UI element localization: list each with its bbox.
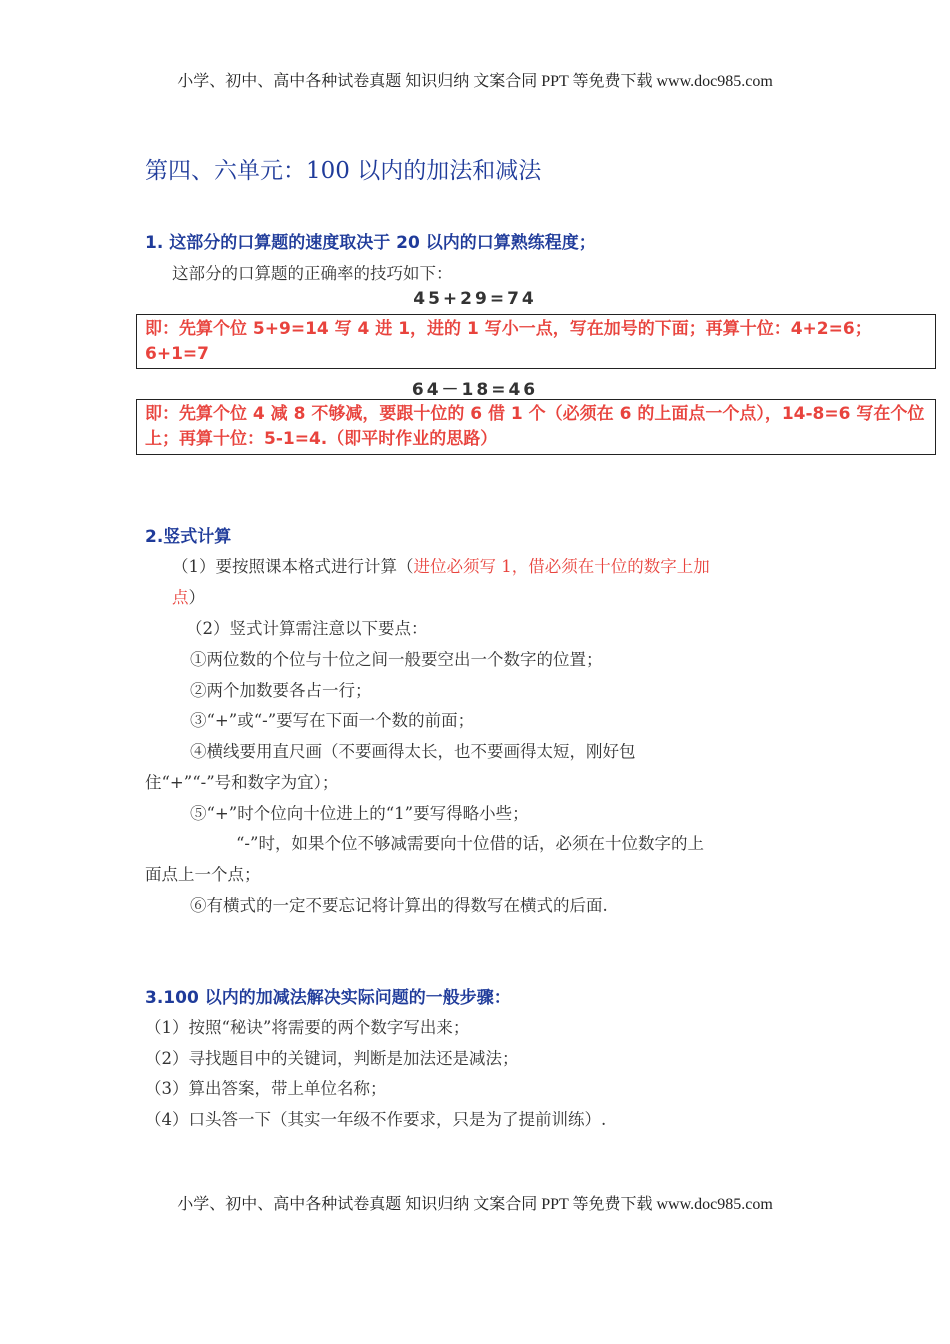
- section1-intro: 这部分的口算题的正确率的技巧如下：: [172, 264, 453, 283]
- section2-item5: ⑤“+”时个位向十位进上的“1”要写得略小些；: [190, 804, 529, 823]
- section2-item5b-line1: “-”时，如果个位不够减需要向十位借的话，必须在十位数字的上: [236, 834, 704, 853]
- page-footer: 小学、初中、高中各种试卷真题 知识归纳 文案合同 PPT 等免费下载 www.doc985.com: [177, 1196, 773, 1213]
- section2-point1-line1: [172, 553, 710, 577]
- point1-red-text: 进位必须写 1，借必须在十位的数字上加: [413, 557, 710, 576]
- point1-prefix: （1）要按照课本格式进行计算（: [172, 557, 414, 576]
- section2-item6: ⑥有横式的一定不要忘记将计算出的得数写在横式的后面.: [190, 896, 608, 915]
- section2-point2: （2）竖式计算需注意以下要点：: [186, 619, 428, 638]
- section3-step1: （1）按照“秘诀”将需要的两个数字写出来；: [145, 1018, 470, 1037]
- section2-item2: ②两个加数要各占一行；: [190, 681, 372, 700]
- equation-addition: 45+29=74: [413, 289, 537, 309]
- section3-step3: （3）算出答案，带上单位名称；: [145, 1079, 387, 1098]
- section2-item4-line1: ④横线要用直尺画（不要画得太长，也不要画得太短，刚好包: [190, 742, 636, 761]
- addition-explanation-box: [136, 314, 936, 369]
- page-header: 小学、初中、高中各种试卷真题 知识归纳 文案合同 PPT 等免费下载 www.doc985.com: [177, 73, 773, 90]
- section2-point1-line2: [172, 584, 205, 608]
- addition-explanation-text: 即：先算个位 5+9=14 写 4 进 1，进的 1 写小一点，写在加号的下面；再算十位：4+2=6；6+1=7: [145, 319, 872, 364]
- section2-item1: ①两位数的个位与十位之间一般要空出一个数字的位置；: [190, 650, 603, 669]
- point1-suffix: ）: [188, 588, 205, 607]
- section3-step4: （4）口头答一下（其实一年级不作要求，只是为了提前训练）.: [145, 1110, 607, 1129]
- subtraction-explanation-box: [136, 399, 936, 455]
- section2-item5b-line2: 面点上一个点；: [145, 865, 261, 884]
- section2-heading: 2.竖式计算: [145, 527, 232, 547]
- page-title: 第四、六单元：100 以内的加法和减法: [145, 158, 542, 184]
- section2-item4-line2: 住“+”“-”号和数字为宜）；: [145, 773, 339, 792]
- section2-item3: ③“+”或“-”要写在下面一个数的前面；: [190, 711, 475, 730]
- subtraction-explanation-text: 即：先算个位 4 减 8 不够减，要跟十位的 6 借 1 个（必须在 6 的上面点一个点），14-8=6 写在个位上；再算十位：5-1=4.（即平时作业的思路）: [145, 404, 925, 449]
- equation-subtraction: 64－18=46: [411, 380, 539, 400]
- section3-heading: 3.100 以内的加减法解决实际问题的一般步骤：: [145, 988, 511, 1008]
- section1-heading: 1. 这部分的口算题的速度取决于 20 以内的口算熟练程度；: [145, 233, 596, 253]
- point1-red-text-cont: 点: [172, 588, 189, 607]
- section3-step2: （2）寻找题目中的关键词，判断是加法还是减法；: [145, 1049, 519, 1068]
